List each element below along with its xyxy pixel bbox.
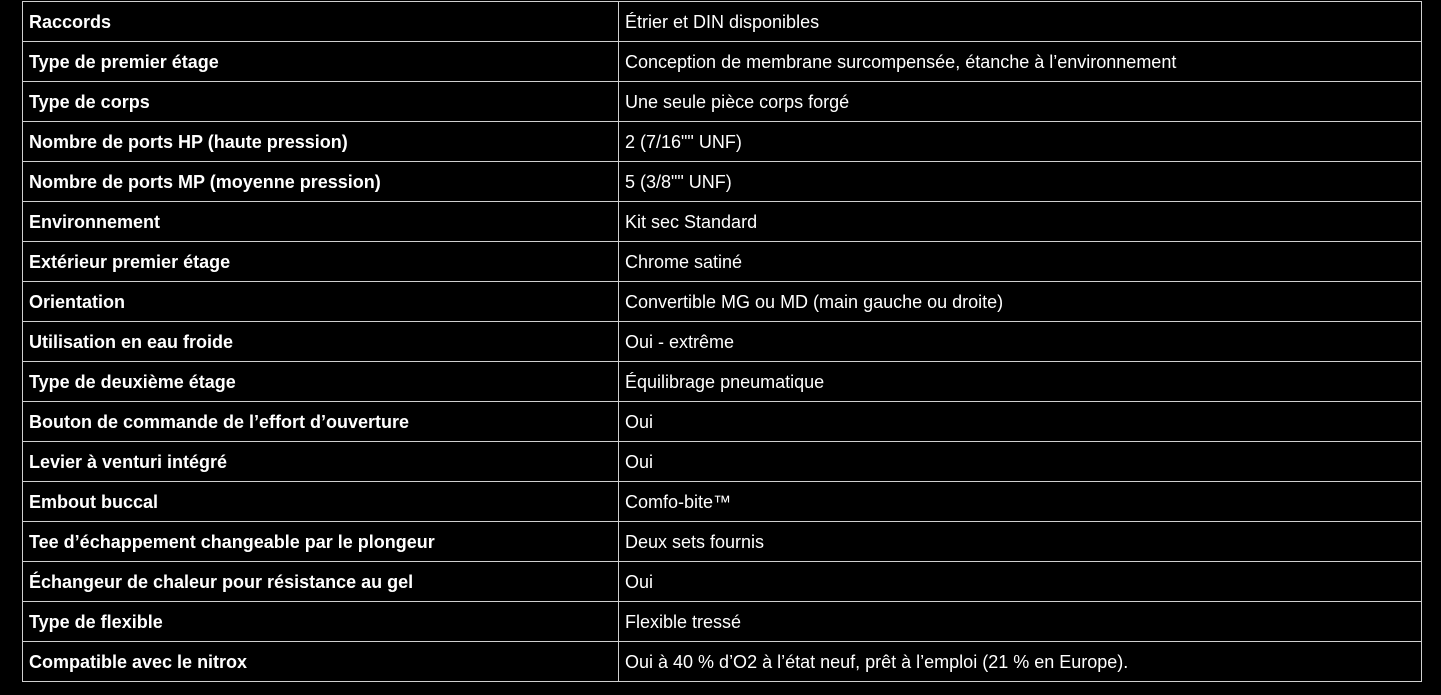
spec-value: Convertible MG ou MD (main gauche ou droite) (619, 282, 1422, 322)
spec-value: Flexible tressé (619, 602, 1422, 642)
spec-label: Raccords (23, 2, 619, 42)
table-row (23, 2, 1422, 42)
spec-value: Étrier et DIN disponibles (619, 2, 1422, 42)
spec-label: Nombre de ports MP (moyenne pression) (23, 162, 619, 202)
spec-value: Kit sec Standard (619, 202, 1422, 242)
table-row (23, 42, 1422, 82)
spec-value: Comfo-bite™ (619, 482, 1422, 522)
spec-label: Utilisation en eau froide (23, 322, 619, 362)
spec-value: 2 (7/16"" UNF) (619, 122, 1422, 162)
table-row (23, 482, 1422, 522)
spec-label: Levier à venturi intégré (23, 442, 619, 482)
spec-label: Échangeur de chaleur pour résistance au gel (23, 562, 619, 602)
spec-value: Oui (619, 562, 1422, 602)
spec-label: Type de corps (23, 82, 619, 122)
spec-value: Équilibrage pneumatique (619, 362, 1422, 402)
spec-label: Type de premier étage (23, 42, 619, 82)
table-row (23, 362, 1422, 402)
spec-value: 5 (3/8"" UNF) (619, 162, 1422, 202)
table-row (23, 602, 1422, 642)
table-row (23, 242, 1422, 282)
spec-label: Embout buccal (23, 482, 619, 522)
spec-value: Chrome satiné (619, 242, 1422, 282)
spec-label: Type de flexible (23, 602, 619, 642)
spec-table-body (23, 2, 1422, 682)
spec-label: Environnement (23, 202, 619, 242)
spec-label: Tee d’échappement changeable par le plongeur (23, 522, 619, 562)
spec-value: Conception de membrane surcompensée, étanche à l’environnement (619, 42, 1422, 82)
table-row (23, 322, 1422, 362)
table-row (23, 442, 1422, 482)
spec-label: Type de deuxième étage (23, 362, 619, 402)
spec-label: Compatible avec le nitrox (23, 642, 619, 682)
spec-value: Oui à 40 % d’O2 à l’état neuf, prêt à l’emploi (21 % en Europe). (619, 642, 1422, 682)
spec-label: Bouton de commande de l’effort d’ouverture (23, 402, 619, 442)
spec-value: Une seule pièce corps forgé (619, 82, 1422, 122)
spec-value: Oui (619, 442, 1422, 482)
table-row (23, 82, 1422, 122)
table-row (23, 282, 1422, 322)
spec-label: Extérieur premier étage (23, 242, 619, 282)
table-row (23, 522, 1422, 562)
spec-label: Orientation (23, 282, 619, 322)
table-row (23, 202, 1422, 242)
table-row (23, 402, 1422, 442)
spec-table (22, 1, 1422, 682)
spec-label: Nombre de ports HP (haute pression) (23, 122, 619, 162)
spec-value: Oui (619, 402, 1422, 442)
spec-value: Deux sets fournis (619, 522, 1422, 562)
spec-value: Oui - extrême (619, 322, 1422, 362)
table-row (23, 562, 1422, 602)
table-row (23, 122, 1422, 162)
table-row (23, 162, 1422, 202)
table-row (23, 642, 1422, 682)
